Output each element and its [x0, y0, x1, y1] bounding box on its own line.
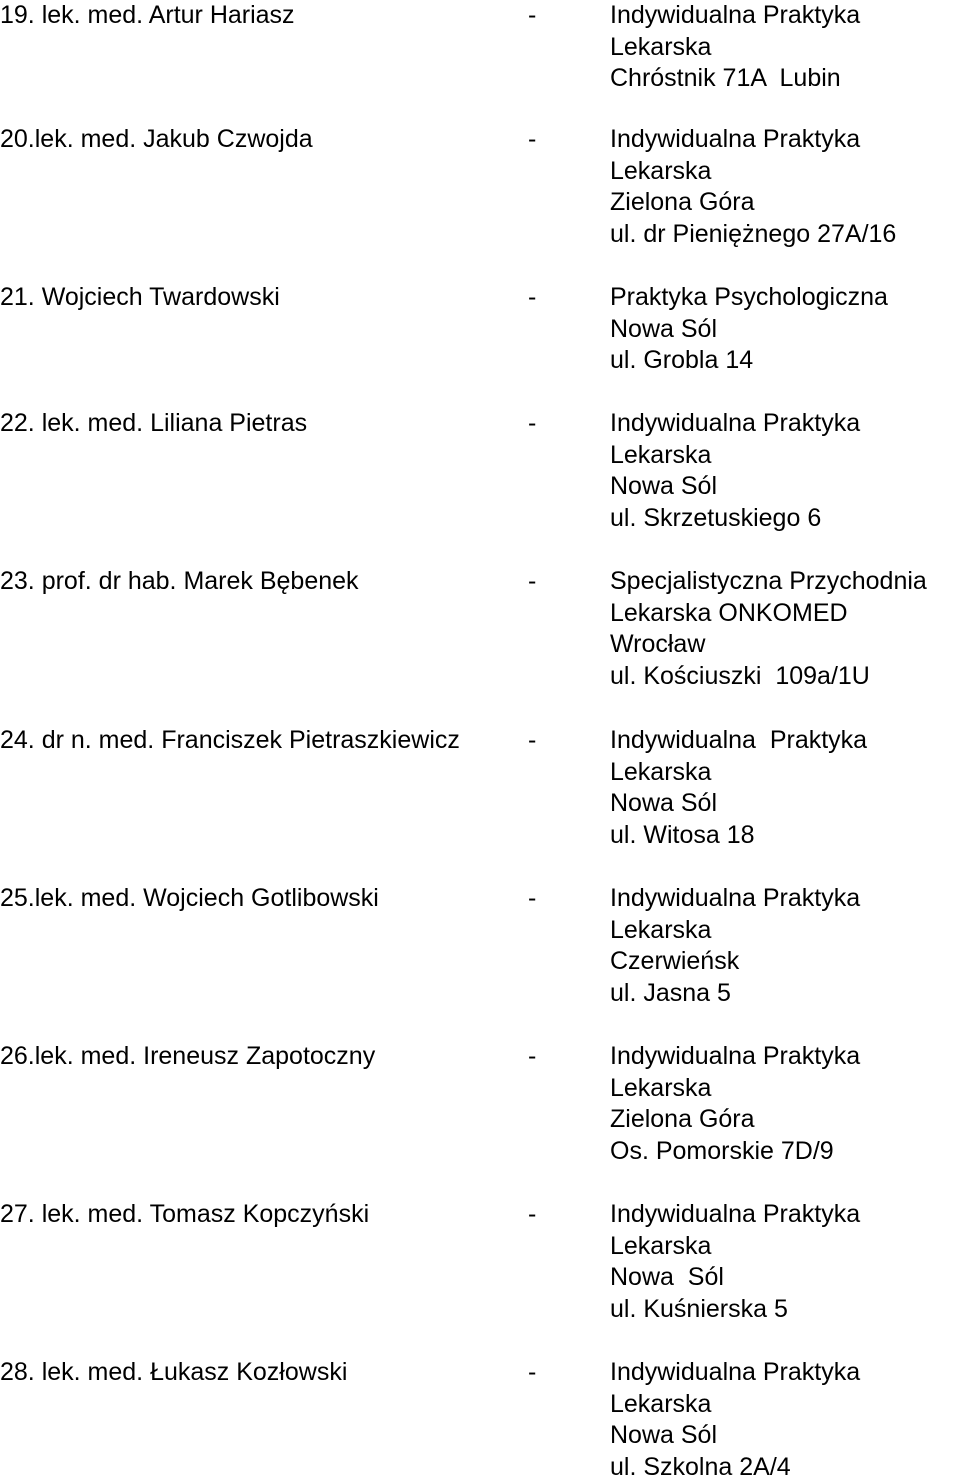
- city-line: Nowa Sól: [610, 314, 960, 346]
- practice-type-line: Lekarska: [610, 915, 960, 947]
- entry-separator: -: [528, 408, 536, 440]
- practice-type-line: Lekarska: [610, 1073, 960, 1105]
- address-line: ul. Grobla 14: [610, 345, 960, 377]
- entry-details: [610, 1357, 960, 1483]
- practice-type-line: Indywidualna Praktyka: [610, 124, 960, 156]
- entry-name: 25.lek. med. Wojciech Gotlibowski: [0, 883, 379, 915]
- entry-name: 22. lek. med. Liliana Pietras: [0, 408, 307, 440]
- practice-type-line: Indywidualna Praktyka: [610, 408, 960, 440]
- practice-type-line: Indywidualna Praktyka: [610, 1199, 960, 1231]
- address-line: ul. Kościuszki 109a/1U: [610, 661, 960, 693]
- entry-separator: -: [528, 883, 536, 915]
- practice-type-line: Indywidualna Praktyka: [610, 883, 960, 915]
- city-line: Nowa Sól: [610, 1420, 960, 1452]
- address-line: ul. Jasna 5: [610, 978, 960, 1010]
- entry-details: [610, 883, 960, 1009]
- practice-type-line: Praktyka Psychologiczna: [610, 282, 960, 314]
- entry-details: [610, 566, 960, 692]
- entry-details: [610, 282, 960, 377]
- city-line: Nowa Sól: [610, 788, 960, 820]
- address-line: Os. Pomorskie 7D/9: [610, 1136, 960, 1168]
- address-line: ul. dr Pieniężnego 27A/16: [610, 219, 960, 251]
- entry-details: [610, 0, 960, 95]
- city-line: Czerwieńsk: [610, 946, 960, 978]
- address-line: ul. Witosa 18: [610, 820, 960, 852]
- practice-type-line: Specjalistyczna Przychodnia: [610, 566, 960, 598]
- practice-type-line: Indywidualna Praktyka: [610, 0, 960, 32]
- entry-separator: -: [528, 1041, 536, 1073]
- entry-name: 26.lek. med. Ireneusz Zapotoczny: [0, 1041, 375, 1073]
- city-line: Nowa Sól: [610, 471, 960, 503]
- practice-type-line: Lekarska: [610, 757, 960, 789]
- entry-separator: -: [528, 0, 536, 32]
- entry-details: [610, 1199, 960, 1325]
- address-line: ul. Skrzetuskiego 6: [610, 503, 960, 535]
- entry-separator: -: [528, 1357, 536, 1389]
- entry-separator: -: [528, 566, 536, 598]
- entry-separator: -: [528, 282, 536, 314]
- entry-name: 21. Wojciech Twardowski: [0, 282, 280, 314]
- entry-separator: -: [528, 725, 536, 757]
- practice-type-line: Lekarska: [610, 156, 960, 188]
- entry-name: 24. dr n. med. Franciszek Pietraszkiewicz: [0, 725, 460, 757]
- entry-name: 23. prof. dr hab. Marek Bębenek: [0, 566, 359, 598]
- entry-details: [610, 124, 960, 250]
- address-line: ul. Kuśnierska 5: [610, 1294, 960, 1326]
- entry-details: [610, 408, 960, 534]
- city-line: Zielona Góra: [610, 1104, 960, 1136]
- entry-separator: -: [528, 1199, 536, 1231]
- entry-details: [610, 725, 960, 851]
- entry-name: 28. lek. med. Łukasz Kozłowski: [0, 1357, 347, 1389]
- address-line: ul. Szkolna 2A/4: [610, 1452, 960, 1483]
- entry-name: 27. lek. med. Tomasz Kopczyński: [0, 1199, 369, 1231]
- address-line: Chróstnik 71A Lubin: [610, 63, 960, 95]
- entry-name: 19. lek. med. Artur Hariasz: [0, 0, 295, 32]
- practice-type-line: Lekarska: [610, 440, 960, 472]
- practice-type-line: Indywidualna Praktyka: [610, 1357, 960, 1389]
- city-line: Nowa Sól: [610, 1262, 960, 1294]
- entry-details: [610, 1041, 960, 1167]
- city-line: Wrocław: [610, 629, 960, 661]
- entry-separator: -: [528, 124, 536, 156]
- entry-name: 20.lek. med. Jakub Czwojda: [0, 124, 313, 156]
- city-line: Zielona Góra: [610, 187, 960, 219]
- practice-type-line: Lekarska: [610, 1389, 960, 1421]
- practice-type-line: Lekarska: [610, 1231, 960, 1263]
- practice-type-line: Lekarska: [610, 32, 960, 64]
- practice-type-line: Indywidualna Praktyka: [610, 725, 960, 757]
- practice-type-line: Lekarska ONKOMED: [610, 598, 960, 630]
- practice-type-line: Indywidualna Praktyka: [610, 1041, 960, 1073]
